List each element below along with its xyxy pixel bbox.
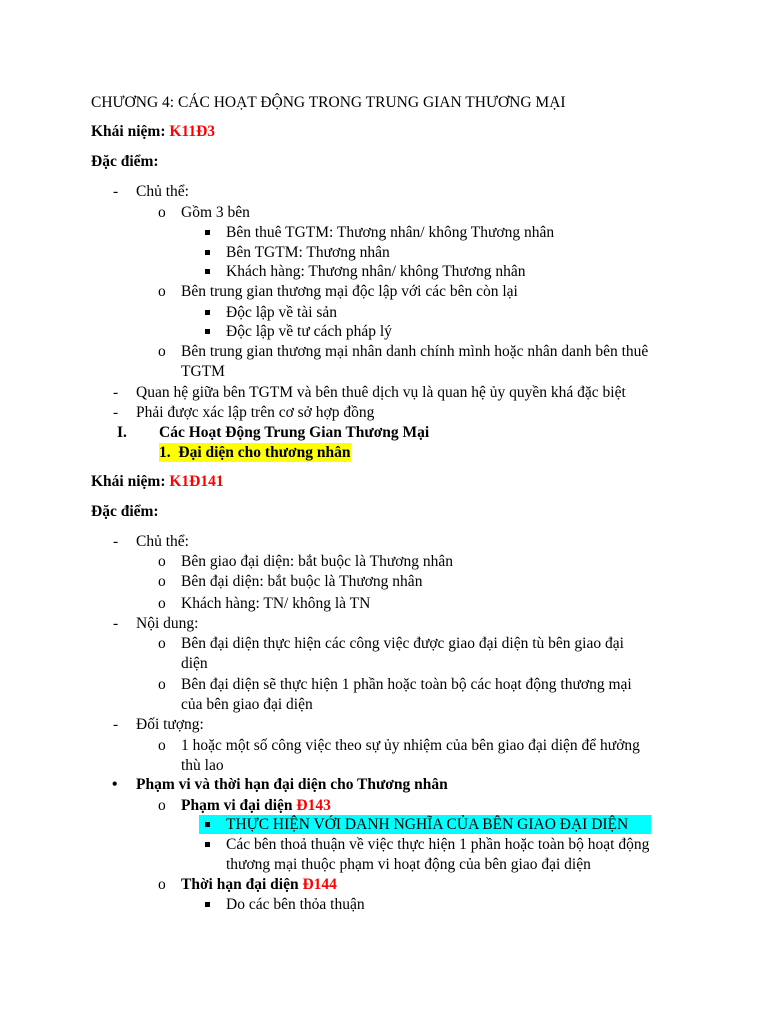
subsection-number: 1.	[159, 444, 171, 461]
circle-bullet: o	[158, 573, 166, 590]
object-sub-line1: 1 hoặc một số công việc theo sự ủy nhiệm của bên giao đại diện để hưởng	[181, 737, 640, 754]
circle-bullet: o	[158, 343, 166, 360]
scope-label: Phạm vi đại diện	[181, 797, 293, 814]
concept-label: Khái niệm:	[91, 123, 166, 140]
object-item: Đối tượng:	[136, 716, 204, 733]
relation-item: Quan hệ giữa bên TGTM và bên thuê dịch vụ là quan hệ ủy quyền khá đặc biệt	[136, 384, 626, 401]
circle-bullet: o	[158, 595, 166, 612]
subject-sub-1: Bên giao đại diện: bắt buộc là Thương nhân	[181, 553, 453, 570]
content-sub-2-line1: Bên đại diện sẽ thực hiện 1 phần hoặc toàn bộ các hoạt động thương mại	[181, 676, 632, 693]
concept-line-2	[91, 472, 224, 491]
square-bullet	[205, 329, 210, 334]
scope-sub-2-line1: Các bên thoả thuận về việc thực hiện 1 phần hoặc toàn bộ hoạt động	[226, 836, 650, 853]
square-bullet	[205, 250, 210, 255]
chapter-title: CHƯƠNG 4: CÁC HOẠT ĐỘNG TRONG TRUNG GIAN THƯƠNG MẠI	[91, 94, 566, 111]
contract-item: Phải được xác lập trên cơ sở hợp đồng	[136, 404, 375, 421]
square-bullet	[205, 310, 210, 315]
circle-bullet: o	[158, 797, 166, 814]
concept-ref-2: K1Đ141	[169, 473, 224, 490]
term-sub-1: Do các bên thỏa thuận	[226, 896, 365, 913]
content-sub-2-line2: của bên giao đại diện	[181, 696, 313, 713]
circle-bullet: o	[158, 635, 166, 652]
name-item-line1: Bên trung gian thương mại nhân danh chính mình hoặc nhân danh bên thuê	[181, 343, 649, 360]
independent-sub-1: Độc lập về tài sản	[226, 304, 338, 321]
party-item-1: Bên thuê TGTM: Thương nhân/ không Thương nhân	[226, 224, 555, 241]
term-ref: Đ144	[302, 876, 337, 893]
circle-bullet: o	[158, 676, 166, 693]
concept-ref: K11Đ3	[169, 123, 216, 140]
scope-sub-2-line2: thương mại thuộc phạm vi hoạt động của bên giao đại diện	[226, 856, 591, 873]
content-sub-1-line2: diện	[181, 655, 208, 672]
square-bullet	[205, 269, 210, 274]
subject-item-2: Chủ thể:	[136, 533, 189, 550]
section-heading: Các Hoạt Động Trung Gian Thương Mại	[159, 424, 430, 441]
party-item-3: Khách hàng: Thương nhân/ không Thương nhân	[226, 263, 526, 280]
scope-sub-1: THỰC HIỆN VỚI DANH NGHĨA CỦA BÊN GIAO ĐẠI DIỆN	[226, 816, 629, 833]
square-bullet	[205, 842, 210, 847]
features-label: Đặc điểm:	[91, 153, 159, 170]
content-item: Nội dung:	[136, 615, 199, 632]
square-bullet	[205, 230, 210, 235]
scope-ref: Đ143	[296, 797, 331, 814]
concept-line	[91, 122, 215, 141]
circle-bullet: o	[158, 204, 166, 221]
subsection-title: Đại diện cho thương nhân	[178, 444, 351, 461]
round-bullet: •	[112, 776, 118, 793]
scope-heading: Phạm vi và thời hạn đại diện cho Thương nhân	[136, 776, 448, 793]
subject-sub-2: Bên đại diện: bắt buộc là Thương nhân	[181, 573, 423, 590]
name-item-line2: TGTM	[181, 363, 225, 380]
dash-bullet: -	[113, 404, 119, 421]
circle-bullet: o	[158, 737, 166, 754]
independent-item: Bên trung gian thương mại độc lập với các bên còn lại	[181, 283, 518, 300]
dash-bullet: -	[113, 183, 119, 200]
scope-line	[181, 796, 331, 815]
dash-bullet: -	[113, 615, 119, 632]
square-bullet	[205, 822, 210, 827]
section-numeral: I.	[117, 424, 127, 441]
circle-bullet: o	[158, 553, 166, 570]
term-line	[181, 875, 337, 894]
dash-bullet: -	[113, 384, 119, 401]
concept-label-2: Khái niệm:	[91, 473, 166, 490]
independent-sub-2: Độc lập về tư cách pháp lý	[226, 323, 392, 340]
square-bullet	[205, 902, 210, 907]
circle-bullet: o	[158, 876, 166, 893]
circle-bullet: o	[158, 283, 166, 300]
features-label-2: Đặc điểm:	[91, 503, 159, 520]
dash-bullet: -	[113, 533, 119, 550]
content-sub-1-line1: Bên đại diện thực hiện các công việc được giao đại diện tù bên giao đại	[181, 635, 624, 652]
object-sub-line2: thù lao	[181, 757, 224, 774]
dash-bullet: -	[113, 716, 119, 733]
subject-item: Chủ thể:	[136, 183, 189, 200]
subsection-heading	[159, 443, 351, 462]
subject-sub-3: Khách hàng: TN/ không là TN	[181, 595, 371, 612]
term-label: Thời hạn đại diện	[181, 876, 299, 893]
party-item-2: Bên TGTM: Thương nhân	[226, 244, 390, 261]
three-parties-item: Gồm 3 bên	[181, 204, 250, 221]
